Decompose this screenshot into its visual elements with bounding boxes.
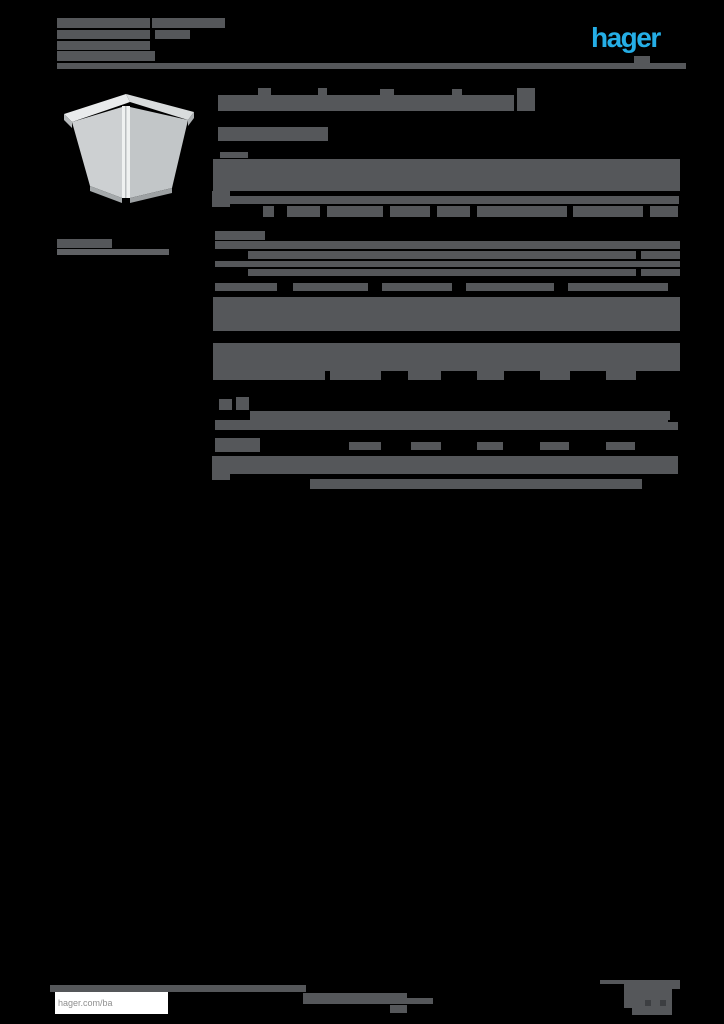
- product-description-text-line: [218, 127, 328, 141]
- footer-address-text-line: [407, 998, 433, 1004]
- left-margin-label-text-line: [57, 249, 169, 255]
- header-reference-text-line: [57, 51, 155, 61]
- footer-address-text-line: [303, 993, 407, 1004]
- logistics-text-line: [606, 442, 635, 450]
- logistics-text-line: [349, 442, 381, 450]
- logistics-text-line: [215, 438, 260, 452]
- spec-table-text-line: [408, 371, 441, 380]
- product-title-text-line: [452, 89, 462, 95]
- spec-table-text-line: [213, 371, 325, 380]
- spec-table-text-line: [248, 251, 636, 259]
- footer-address-text-line: [50, 985, 306, 992]
- spec-table-text-line: [213, 297, 680, 331]
- left-margin-label-text-line: [57, 239, 112, 248]
- header-rule-text-line: [57, 63, 686, 69]
- spec-table-text-line: [215, 241, 680, 249]
- logistics-text-line: [668, 422, 678, 430]
- features-text-line: [390, 206, 430, 217]
- features-text-line: [650, 206, 678, 217]
- spec-table-text-line: [641, 251, 680, 259]
- spec-table-text-line: [466, 283, 554, 291]
- logistics-text-line: [215, 420, 668, 430]
- spec-table-text-line: [641, 269, 680, 276]
- header-reference-text-line: [57, 30, 150, 39]
- logistics-text-line: [212, 456, 678, 474]
- features-text-line: [212, 191, 230, 207]
- footer-right-block-text-line: [632, 1008, 672, 1015]
- spec-table-text-line: [215, 231, 265, 240]
- features-text-line: [327, 206, 383, 217]
- product-title-text-line: [517, 88, 535, 111]
- header-reference-text-line: [57, 41, 150, 50]
- features-text-line: [573, 206, 643, 217]
- header-reference-text-line: [155, 30, 190, 39]
- hager-logo: [591, 21, 686, 57]
- footer-right-block-text-line: [660, 1000, 666, 1006]
- footer-address-text-line: [390, 1005, 407, 1013]
- spec-table-text-line: [213, 343, 680, 371]
- header-reference-text-line: [57, 18, 150, 28]
- product-title-text-line: [318, 88, 327, 95]
- product-title-text-line: [380, 89, 394, 95]
- features-text-line: [437, 206, 470, 217]
- logistics-text-line: [540, 442, 569, 450]
- spec-table-text-line: [215, 283, 277, 291]
- logistics-text-line: [310, 479, 642, 489]
- spec-table-text-line: [477, 371, 504, 380]
- features-text-line: [213, 159, 680, 191]
- features-text-line: [477, 206, 567, 217]
- features-text-line: [230, 196, 679, 204]
- logistics-text-line: [411, 442, 441, 450]
- spec-table-text-line: [293, 283, 368, 291]
- spec-table-text-line: [248, 269, 636, 276]
- footer-link-box[interactable]: [55, 992, 168, 1014]
- logo-descender-text-line: [634, 56, 650, 63]
- logistics-text-line: [219, 399, 232, 410]
- spec-table-text-line: [382, 283, 452, 291]
- spec-table-text-line: [330, 371, 381, 380]
- logistics-text-line: [212, 474, 230, 480]
- hager-logo-text: hager: [591, 22, 660, 53]
- features-text-line: [220, 152, 248, 158]
- spec-table-text-line: [606, 371, 636, 380]
- features-text-line: [263, 206, 274, 217]
- footer-right-block-text-line: [645, 1000, 651, 1006]
- spec-table-text-line: [568, 283, 668, 291]
- features-text-line: [287, 206, 320, 217]
- footer-link[interactable]: hager.com/ba: [58, 998, 113, 1008]
- spec-table-text-line: [540, 371, 570, 380]
- product-title-text-line: [218, 95, 514, 111]
- header-reference-text-line: [152, 18, 225, 28]
- product-title-text-line: [258, 88, 271, 95]
- product-image-corner-piece: [60, 86, 200, 204]
- logistics-text-line: [477, 442, 503, 450]
- logistics-text-line: [236, 397, 249, 410]
- spec-table-text-line: [215, 261, 680, 267]
- logistics-text-line: [250, 411, 670, 420]
